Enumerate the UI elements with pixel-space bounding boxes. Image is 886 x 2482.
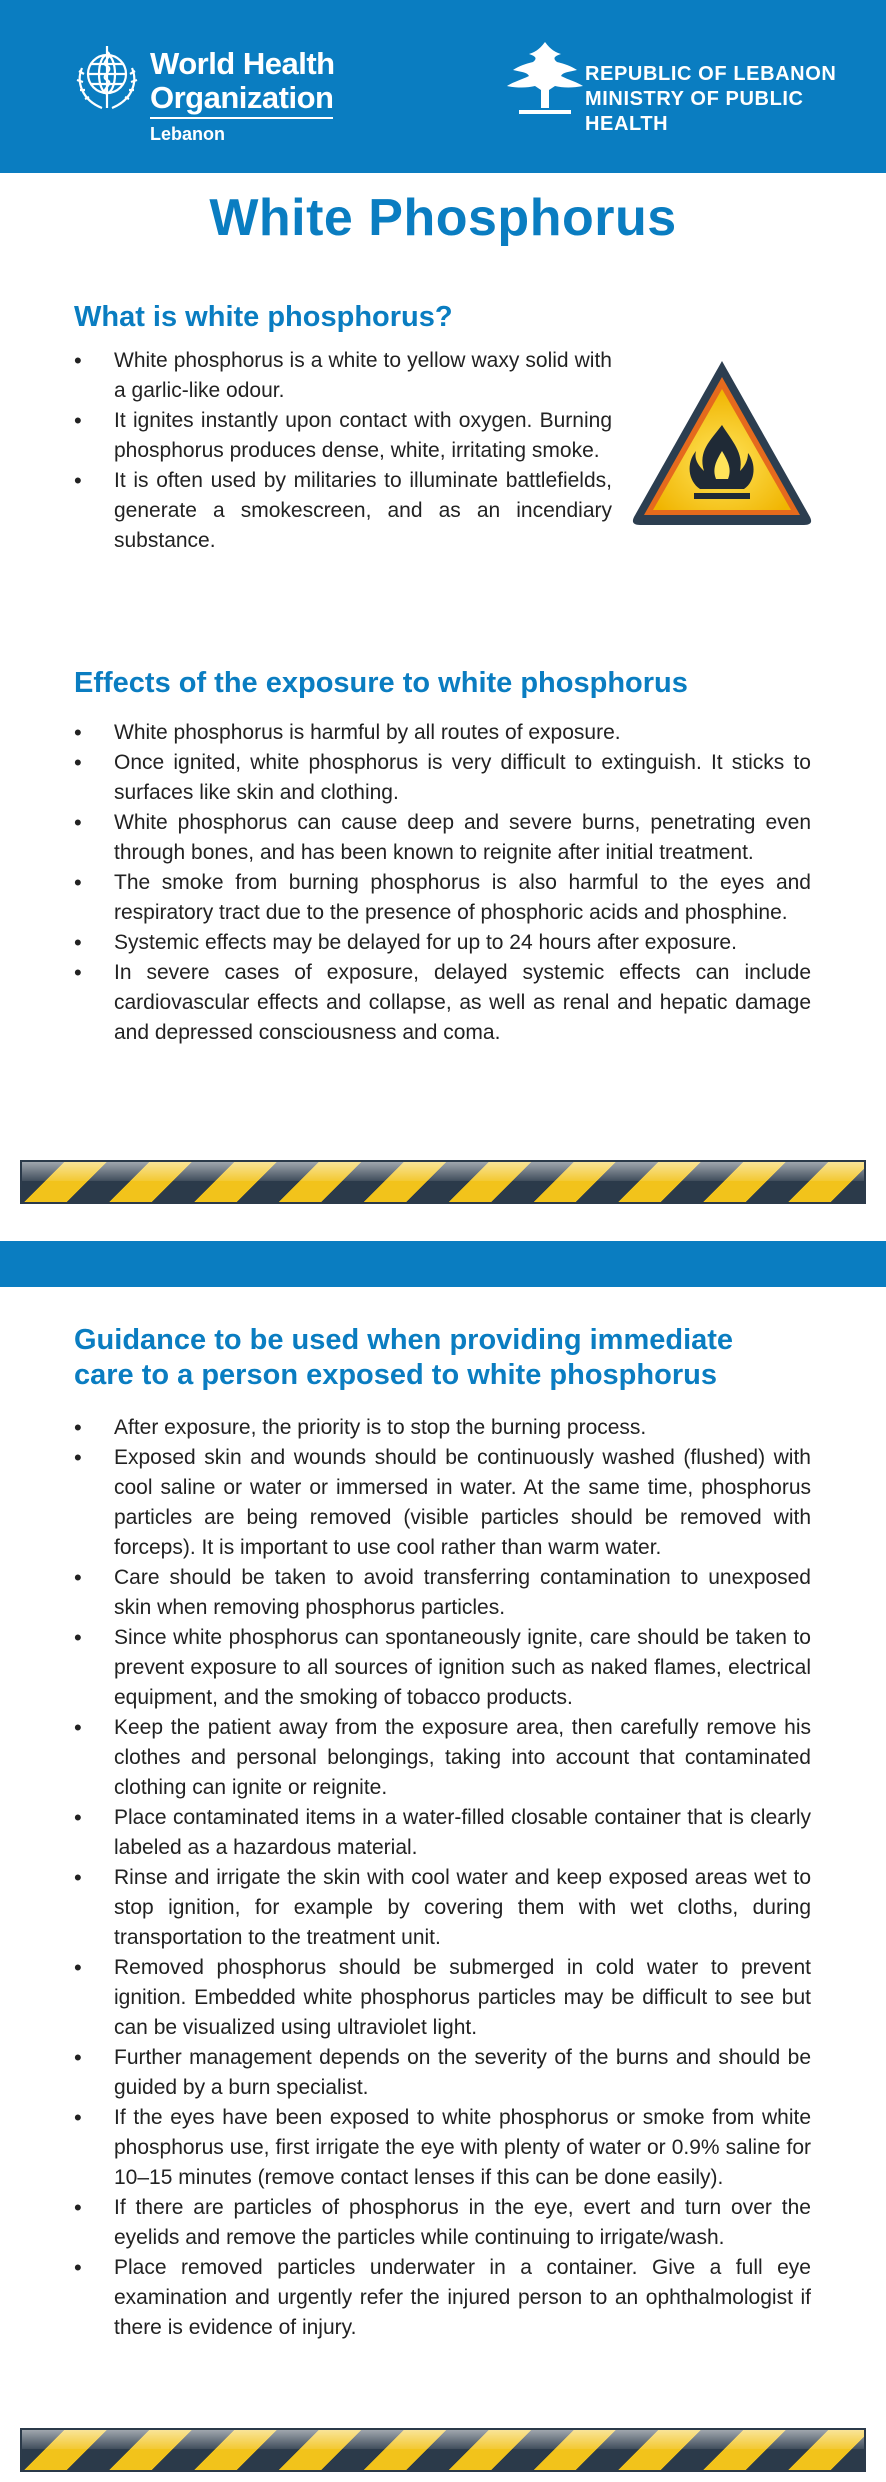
list-item: • If the eyes have been exposed to white phosphorus or smoke from white phosphorus use, first irrigate the eye with plenty of water or 0.9% saline for 10–15 minutes (remove contact lenses if this can be done easily). [74, 2103, 811, 2193]
effects-list [74, 718, 811, 1048]
page-title: White Phosphorus [209, 189, 677, 247]
who-country: Lebanon [150, 124, 225, 144]
hazard-stripe-divider [20, 1160, 866, 1204]
what-is-list [74, 346, 612, 556]
who-name-line2: Organization [150, 82, 333, 119]
list-item: • Exposed skin and wounds should be continuously washed (flushed) with cool saline or water or immersed in water. At the same time, phosphorus particles are being removed (visible particles should be removed with forceps). It is important to use cool rather than warm water. [74, 1443, 811, 1563]
list-item: • Keep the patient away from the exposure area, then carefully remove his clothes and personal belongings, taking into account that contaminated clothing can ignite or reignite. [74, 1713, 811, 1803]
list-item: • White phosphorus can cause deep and severe burns, penetrating even through bones, and has been known to reignite after initial treatment. [74, 808, 811, 868]
section-divider-band [0, 1241, 886, 1287]
header-banner [0, 0, 886, 173]
who-emblem-icon [72, 38, 142, 116]
list-item: • In severe cases of exposure, delayed systemic effects can include cardiovascular effects and collapse, as well as renal and hepatic damage and depressed consciousness and coma. [74, 958, 811, 1048]
list-item: • Place removed particles underwater in a container. Give a full eye examination and urgently refer the injured person to an ophthalmologist if there is evidence of injury. [74, 2253, 811, 2343]
list-item: • If there are particles of phosphorus in the eye, evert and turn over the eyelids and remove the particles while continuing to irrigate/wash. [74, 2193, 811, 2253]
list-item: • It ignites instantly upon contact with oxygen. Burning phosphorus produces dense, white, irritating smoke. [74, 406, 612, 466]
guidance-list [74, 1413, 811, 2343]
section-heading-guidance: Guidance to be used when providing immediate care to a person exposed to white phosphorus [74, 1324, 734, 1391]
list-item: • Place contaminated items in a water-filled closable container that is clearly labeled as a hazardous material. [74, 1803, 811, 1863]
list-item: • Further management depends on the severity of the burns and should be guided by a burn specialist. [74, 2043, 811, 2103]
list-item: • Since white phosphorus can spontaneously ignite, care should be taken to prevent exposure to all sources of ignition such as naked flames, electrical equipment, and the smoking of tobacco products. [74, 1623, 811, 1713]
who-name-line1: World Health [150, 46, 335, 81]
cedar-tree-icon [505, 38, 585, 118]
list-item: • Care should be taken to avoid transferring contamination to unexposed skin when removing phosphorus particles. [74, 1563, 811, 1623]
list-item: • Removed phosphorus should be submerged in cold water to prevent ignition. Embedded white phosphorus particles may be difficult to see but can be visualized using ultraviolet light. [74, 1953, 811, 2043]
ministry-wordmark [585, 62, 886, 137]
hazard-stripe-footer [20, 2428, 866, 2472]
who-wordmark [150, 48, 335, 143]
flammable-warning-icon [628, 355, 816, 530]
section-heading-effects: Effects of the exposure to white phosphorus [74, 667, 688, 699]
list-item: • Rinse and irrigate the skin with cool water and keep exposed areas wet to stop ignition, for example by covering them with wet cloths, during transportation to the treatment unit. [74, 1863, 811, 1953]
list-item: • White phosphorus is a white to yellow waxy solid with a garlic-like odour. [74, 346, 612, 406]
list-item: • Systemic effects may be delayed for up to 24 hours after exposure. [74, 928, 811, 958]
list-item: • After exposure, the priority is to stop the burning process. [74, 1413, 811, 1443]
list-item: • It is often used by militaries to illuminate battlefields, generate a smokescreen, and as an incendiary substance. [74, 466, 612, 556]
ministry-line2: MINISTRY OF PUBLIC HEALTH [585, 88, 804, 135]
ministry-line1: REPUBLIC OF LEBANON [585, 63, 837, 85]
list-item: • Once ignited, white phosphorus is very difficult to extinguish. It sticks to surfaces like skin and clothing. [74, 748, 811, 808]
list-item: • The smoke from burning phosphorus is also harmful to the eyes and respiratory tract due to the presence of phosphoric acids and phosphine. [74, 868, 811, 928]
section-heading-what-is: What is white phosphorus? [74, 301, 453, 333]
list-item: • White phosphorus is harmful by all routes of exposure. [74, 718, 811, 748]
